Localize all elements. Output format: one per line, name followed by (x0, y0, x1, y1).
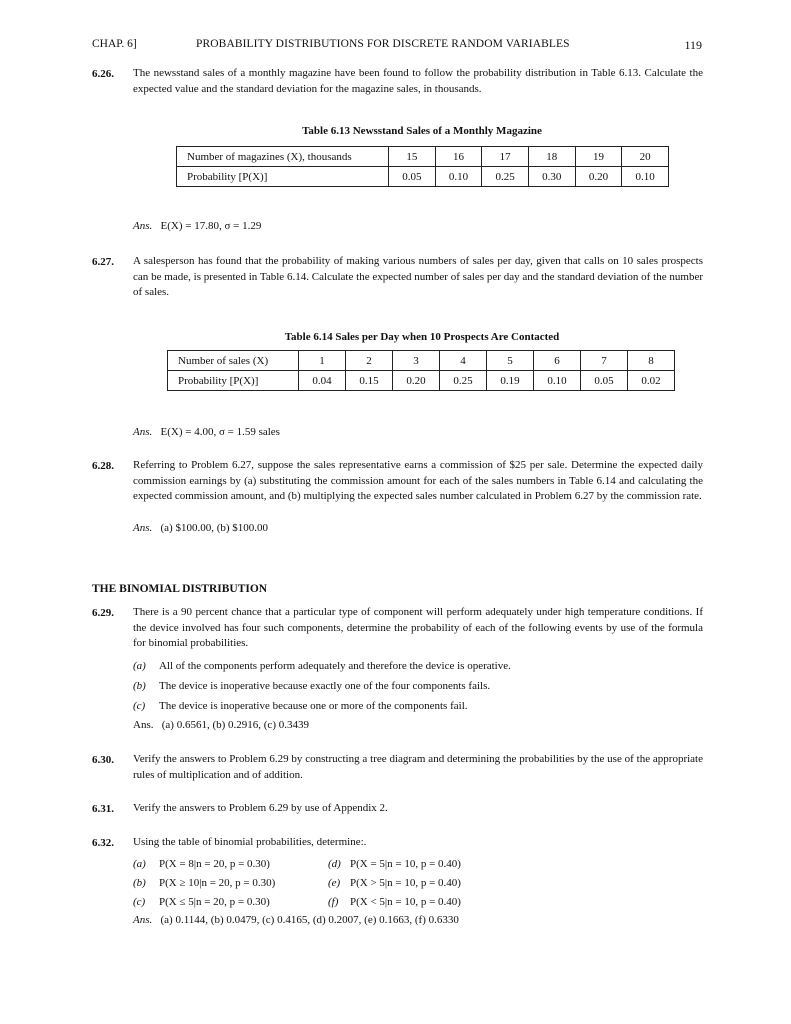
table-row (177, 167, 669, 187)
table-6-13 (176, 146, 669, 187)
item-text: P(X ≥ 10|n = 20, p = 0.30) (159, 877, 276, 889)
problem-number-6-32: 6.32. (92, 837, 114, 849)
answer-6-26 (133, 220, 261, 232)
problem-number-6-28: 6.28. (92, 460, 114, 472)
answer-6-28 (133, 522, 268, 534)
table-cell: 0.10 (534, 371, 581, 391)
table-cell: 0.02 (628, 371, 675, 391)
problem-number-6-31: 6.31. (92, 803, 114, 815)
table-6-14 (167, 350, 675, 391)
item-text: P(X > 5|n = 10, p = 0.40) (350, 877, 461, 889)
table-row (168, 351, 675, 371)
table-cell: 18 (528, 147, 575, 167)
table-cell: 0.20 (575, 167, 622, 187)
table-caption-6-13: Table 6.13 Newsstand Sales of a Monthly Magazine (302, 125, 542, 137)
table-cell: 15 (389, 147, 436, 167)
list-item (328, 877, 461, 889)
answer-label: Ans. (133, 522, 153, 534)
table-cell: 0.10 (622, 167, 669, 187)
table-cell: 7 (581, 351, 628, 371)
item-label: (c) (133, 896, 146, 908)
list-item (133, 896, 270, 908)
table-cell: 0.04 (299, 371, 346, 391)
section-heading: THE BINOMIAL DISTRIBUTION (92, 583, 268, 595)
item-label: (b) (133, 680, 146, 692)
table-caption-6-14: Table 6.14 Sales per Day when 10 Prospects Are Contacted (284, 331, 560, 343)
item-text: P(X ≤ 5|n = 20, p = 0.30) (159, 896, 270, 908)
chapter-label: CHAP. 6] (92, 38, 137, 50)
item-label: (a) (133, 660, 146, 672)
row-label: Number of magazines (X), thousands (177, 147, 389, 167)
problem-number-6-29: 6.29. (92, 607, 114, 619)
problem-text-6-32: Using the table of binomial probabilities, determine:. (133, 836, 367, 848)
item-label: (c) (133, 700, 146, 712)
list-item (328, 858, 461, 870)
table-cell: 5 (487, 351, 534, 371)
list-item (133, 680, 490, 692)
table-row (168, 371, 675, 391)
table-cell: 3 (393, 351, 440, 371)
table-row (177, 147, 669, 167)
answer-6-27 (133, 426, 280, 438)
answer-text: (a) $100.00, (b) $100.00 (160, 522, 269, 534)
table-cell: 0.25 (482, 167, 529, 187)
table-cell: 2 (346, 351, 393, 371)
problem-number-6-27: 6.27. (92, 256, 114, 268)
problem-text-6-28: Referring to Problem 6.27, suppose the sales representative earns a commission of $25 per sale. Determine the expected daily commission earnings by (a) substituting the commission amount for each of the sales numbers in Table 6.14 and calculating the expected commission amount, and (b) multiplying the expected sales number calculated in Problem 6.27 by the commission rate. (133, 459, 703, 503)
item-text: All of the components perform adequately and therefore the device is operative. (159, 660, 511, 672)
table-cell: 17 (482, 147, 529, 167)
table-cell: 0.15 (346, 371, 393, 391)
table-cell: 0.05 (581, 371, 628, 391)
list-item (133, 877, 275, 889)
table-cell: 0.20 (393, 371, 440, 391)
row-label: Probability [P(X)] (177, 167, 389, 187)
table-cell: 4 (440, 351, 487, 371)
item-text: P(X < 5|n = 10, p = 0.40) (350, 896, 461, 908)
answer-6-32 (133, 914, 459, 926)
answer-label: Ans. (133, 719, 154, 731)
answer-label: Ans. (133, 220, 153, 232)
table-cell: 16 (435, 147, 482, 167)
answer-label: Ans. (133, 914, 153, 926)
row-label: Number of sales (X) (168, 351, 299, 371)
page-number: 119 (684, 38, 702, 52)
table-cell: 8 (628, 351, 675, 371)
table-cell: 6 (534, 351, 581, 371)
item-text: The device is inoperative because exactly one of the four components fails. (159, 680, 491, 692)
running-head (92, 38, 702, 54)
table-cell: 0.19 (487, 371, 534, 391)
table-cell: 0.10 (435, 167, 482, 187)
item-label: (e) (328, 877, 341, 889)
list-item (133, 700, 468, 712)
answer-text: (a) 0.1144, (b) 0.0479, (c) 0.4165, (d) 0.2007, (e) 0.1663, (f) 0.6330 (160, 914, 459, 926)
answer-text: E(X) = 17.80, σ = 1.29 (160, 220, 262, 232)
answer-label: Ans. (133, 426, 153, 438)
problem-text-6-26: The newsstand sales of a monthly magazine have been found to follow the probability distribution in Table 6.13. Calculate the expected value and the standard deviation for the magazine sales, in thousands. (133, 67, 703, 95)
item-label: (d) (328, 858, 341, 870)
running-title: PROBABILITY DISTRIBUTIONS FOR DISCRETE RANDOM VARIABLES (196, 38, 570, 50)
item-text: P(X = 5|n = 10, p = 0.40) (350, 858, 461, 870)
problem-text-6-27: A salesperson has found that the probability of making various numbers of sales per day, given that calls on 10 sales prospects can be made, is presented in Table 6.14. Calculate the expected number of sales per day and the standard deviation of the number of sales. (133, 255, 703, 299)
problem-number-6-26: 6.26. (92, 68, 114, 80)
table-cell: 19 (575, 147, 622, 167)
item-text: The device is inoperative because one or more of the components fail. (159, 700, 468, 712)
item-label: (b) (133, 877, 146, 889)
table-cell: 20 (622, 147, 669, 167)
item-text: P(X = 8|n = 20, p = 0.30) (159, 858, 270, 870)
table-cell: 0.05 (389, 167, 436, 187)
problem-text-6-29: There is a 90 percent chance that a particular type of component will perform adequately under high temperature conditions. If the device involved has four such components, determine the probability of each of the following events by use of the formula for binomial probabilities. (133, 606, 703, 650)
item-label: (a) (133, 858, 146, 870)
table-cell: 0.25 (440, 371, 487, 391)
list-item (133, 858, 270, 870)
table-cell: 0.30 (528, 167, 575, 187)
answer-text: (a) 0.6561, (b) 0.2916, (c) 0.3439 (161, 719, 309, 731)
row-label: Probability [P(X)] (168, 371, 299, 391)
answer-text: E(X) = 4.00, σ = 1.59 sales (160, 426, 280, 438)
problem-number-6-30: 6.30. (92, 754, 114, 766)
answer-6-29 (133, 719, 309, 731)
problem-text-6-30: Verify the answers to Problem 6.29 by constructing a tree diagram and determining the probabilities by the use of the appropriate rules of multiplication and of addition. (133, 753, 703, 781)
list-item (328, 896, 461, 908)
table-cell: 1 (299, 351, 346, 371)
list-item (133, 660, 511, 672)
problem-text-6-31: Verify the answers to Problem 6.29 by use of Appendix 2. (133, 802, 388, 814)
item-label: (f) (328, 896, 339, 908)
